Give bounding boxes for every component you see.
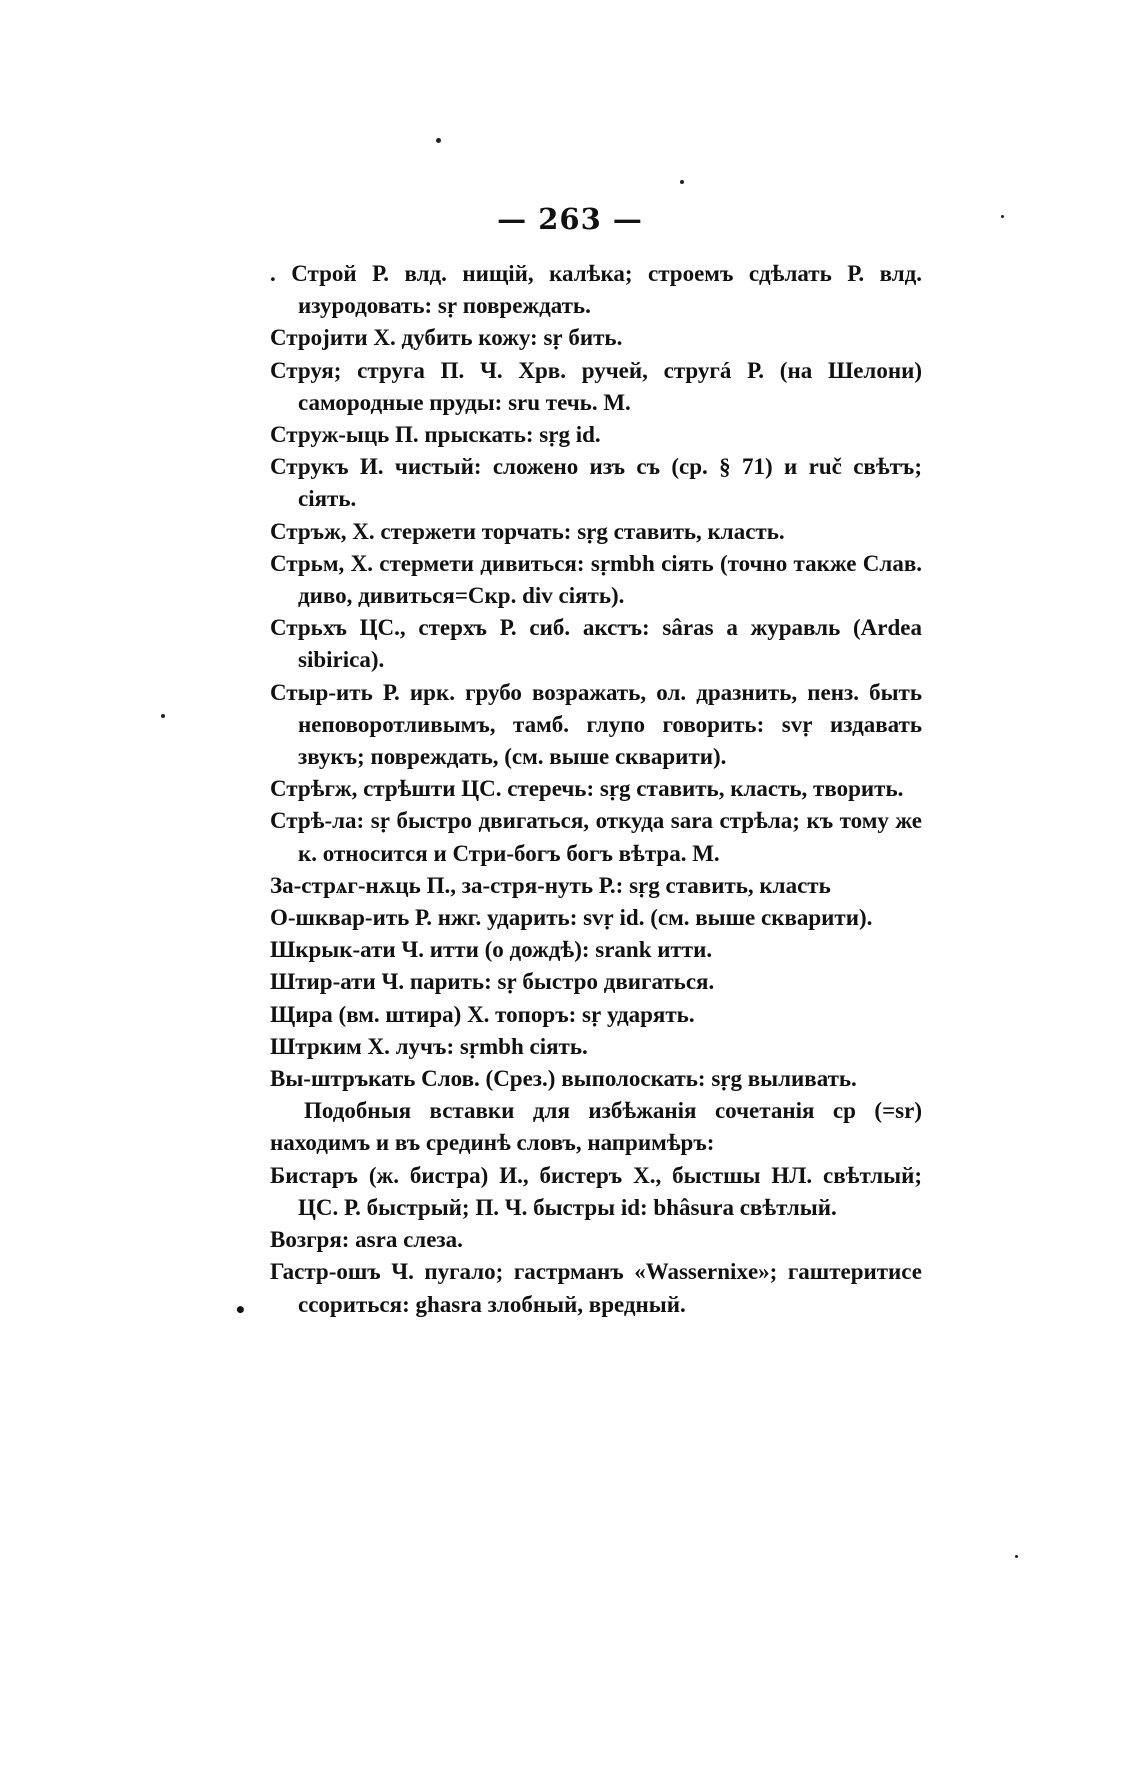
- scan-speck: [1015, 1555, 1018, 1558]
- dictionary-entry: Стръж, Х. стержети торчать: sṛg ставить, класть.: [270, 518, 785, 544]
- dictionary-entry: О-шквар-ить Р. нжг. ударить: svṛ id. (см. выше скварити).: [270, 905, 873, 931]
- dictionary-entry: Стрьхъ ЦС., стерхъ Р. сиб. акстъ: sâras a журавль (Ardea sibirica).: [270, 615, 922, 673]
- dictionary-entry: Стрѣ-ла: sṛ быстро двигаться, откуда sara стрѣла; къ тому же к. относится и Стри-богъ богъ вѣтра. М.: [270, 808, 922, 866]
- page-number: — 263 —: [497, 202, 643, 236]
- dictionary-entry: Штрким Х. лучъ: sṛmbh сіять.: [270, 1033, 588, 1059]
- body-paragraph: Подобныя вставки для избѣжанія сочетанія ср (=sr) находимъ и въ срединѣ словъ, напримѣръ:: [270, 1098, 922, 1156]
- scan-speck: [436, 138, 441, 143]
- dictionary-entry: Гастр-ошъ Ч. пугало; гастрманъ «Wassernixe»; гаштеритисе ссориться: ghasra злобный, вредный.: [270, 1259, 922, 1317]
- dictionary-entry: Штир-ати Ч. парить: sṛ быстро двигаться.: [270, 969, 715, 995]
- scan-speck: [161, 714, 165, 718]
- scan-speck: [680, 180, 684, 184]
- dictionary-entry: Стрѣгж, стрѣшти ЦС. стеречь: sṛg ставить, класть, творить.: [270, 776, 904, 802]
- dictionary-entry: Струж-ыць П. прыскать: sṛg id.: [270, 422, 601, 448]
- bullet-marker: •: [234, 1298, 247, 1322]
- dictionary-entry: Вы-штръкать Слов. (Срез.) выполоскать: sṛg выливать.: [270, 1066, 857, 1092]
- dictionary-entry: Бистаръ (ж. бистра) И., бистеръ Х., быстшы НЛ. свѣтлый; ЦС. Р. быстрый; П. Ч. быстры id: bhâsura свѣтлый.: [270, 1162, 922, 1220]
- dictionary-entry: Возгря: asra слеза.: [270, 1227, 463, 1253]
- dictionary-entry: Струя; струга П. Ч. Хрв. ручей, стругá Р. (на Шелони) самородные пруды: sru течь. М.: [270, 357, 922, 415]
- dictionary-entry: Стыр-ить Р. ирк. грубо возражать, ол. дразнить, пенз. быть неповоротливымъ, тамб. глупо говорить: svṛ издавать звукъ; повреждать, (см. выше скварити).: [270, 679, 922, 770]
- dictionary-entry: Щира (вм. штира) Х. топоръ: sṛ ударять.: [270, 1001, 695, 1027]
- dictionary-entry: Шкрык-ати Ч. итти (о дождѣ): srank итти.: [270, 937, 713, 963]
- dictionary-entry: . Строй Р. влд. нищій, калѣка; строемъ сдѣлать Р. влд. изуродовать: sṛ повреждать.: [270, 261, 922, 319]
- dictionary-entry: За-стрѧг-нѫць П., за-стря-нуть Р.: sṛg ставить, класть: [270, 872, 831, 898]
- dictionary-entry: Стројити Х. дубить кожу: sṛ бить.: [270, 325, 623, 351]
- dictionary-text: [270, 258, 922, 1321]
- dictionary-entry: Струкъ И. чистый: сложено изъ съ (ср. § 71) и ruč свѣтъ; сіять.: [270, 454, 922, 512]
- dictionary-entry: Стрьм, Х. стермети дивиться: sṛmbh сіять (точно также Слав. диво, дивиться=Скр. div сіять).: [270, 550, 922, 609]
